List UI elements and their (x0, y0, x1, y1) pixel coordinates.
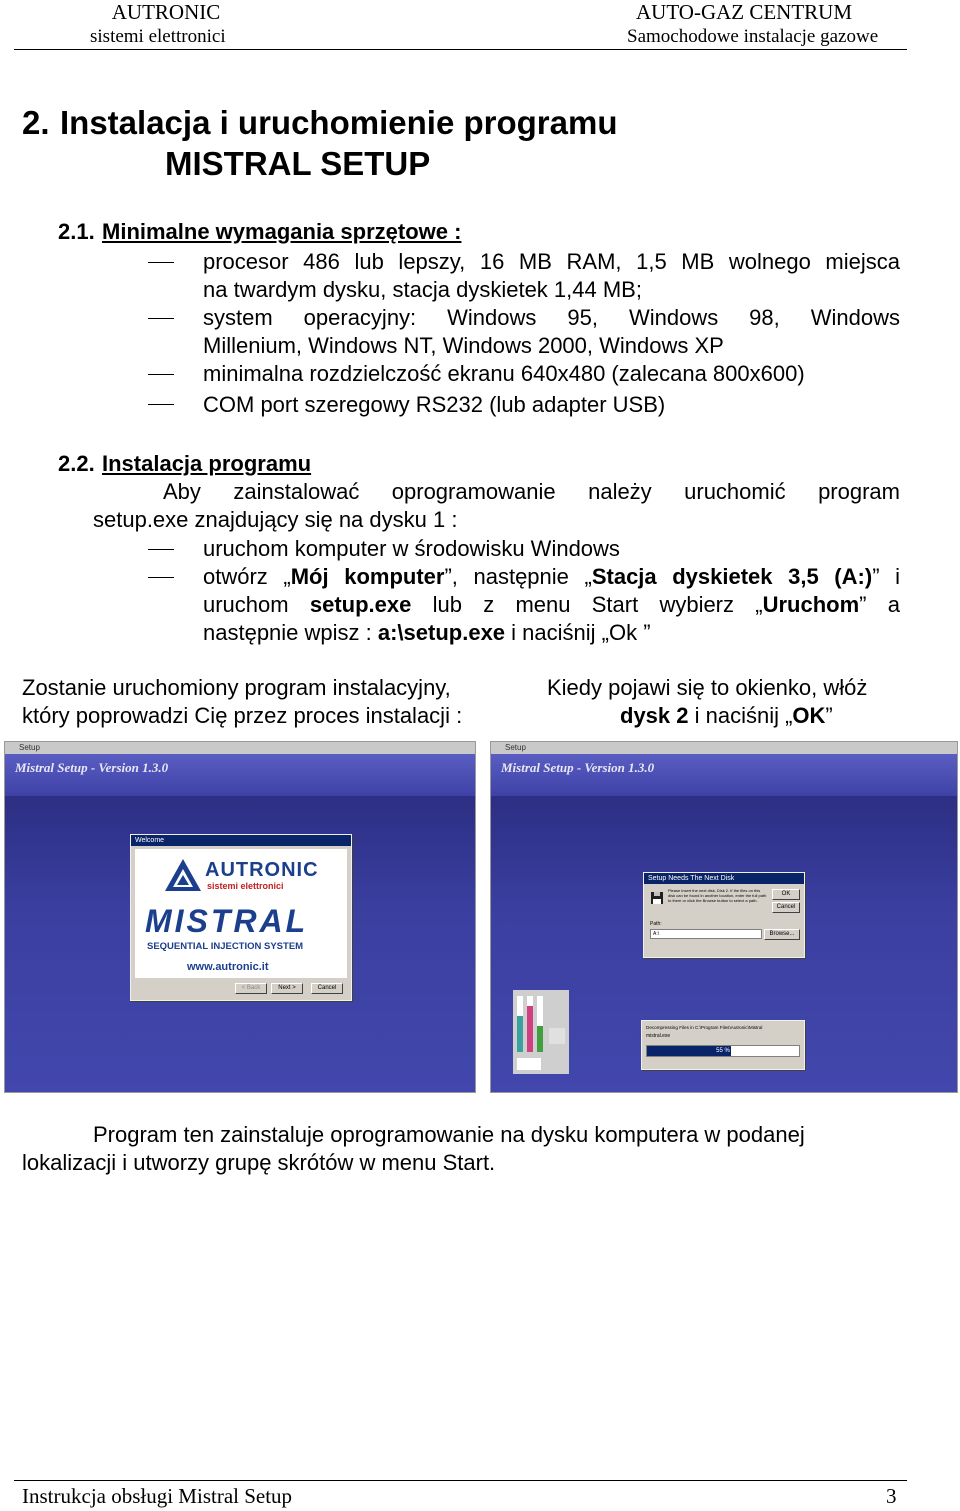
cancel-button[interactable]: Cancel (311, 983, 343, 994)
progress-percent: 55 % (716, 1048, 730, 1054)
footer-divider (14, 1480, 907, 1481)
cancel-button[interactable]: Cancel (772, 902, 800, 913)
window-titlebar: Setup (5, 742, 475, 754)
header-right-sub: Samochodowe instalacje gazowe (627, 26, 879, 47)
back-button[interactable]: < Back (235, 983, 267, 994)
install-intro-line1: Aby zainstalować oprogramowanie należy uruchomić program (163, 479, 900, 504)
logo-brand: AUTRONIC (205, 859, 319, 881)
progress-bar (646, 1045, 800, 1057)
dialog-message: Please insert the next disk, Disk 2. If the files on this disk can be found in another location, enter the full path to them or click the Browse button to select a path. (668, 888, 767, 903)
header-right-company: AUTO-GAZ CENTRUM (636, 0, 853, 24)
install-step-2-line2: uruchom setup.exe lub z menu Start wybierz „Uruchom” a (203, 592, 900, 617)
bullet-dash (148, 404, 174, 405)
product-sub: SEQUENTIAL INJECTION SYSTEM (147, 941, 304, 952)
section-number: 2. (22, 104, 50, 141)
install-step-2-line3: następnie wpisz : a:\setup.exe i naciśnij „Ok ” (203, 620, 651, 645)
page-number: 3 (886, 1484, 897, 1508)
next-button[interactable]: Next > (271, 983, 303, 994)
req-item-2-line2: Millenium, Windows NT, Windows 2000, Windows XP (203, 333, 724, 358)
header-left-company: AUTRONIC (111, 0, 221, 24)
footer-title: Instrukcja obsługi Mistral Setup (22, 1484, 293, 1508)
bullet-dash (148, 577, 174, 578)
bullet-dash (148, 374, 174, 375)
app-title: Mistral Setup - Version 1.3.0 (501, 760, 655, 775)
header-left-sub: sistemi elettronici (90, 26, 226, 47)
caption-left-line1: Zostanie uruchomiony program instalacyjny, (22, 675, 451, 700)
screenshot-welcome (4, 741, 476, 1093)
progress-dialog (641, 1020, 805, 1070)
logo-sub: sistemi elettronici (207, 881, 284, 891)
subsection-1-title: Minimalne wymagania sprzętowe : (102, 219, 462, 244)
subsection-1-number: 2.1. (58, 219, 95, 244)
req-item-2-line1: system operacyjny: Windows 95, Windows 98, Windows (203, 305, 900, 330)
caption-right-line2: dysk 2 i naciśnij „OK” (620, 703, 833, 728)
req-item-4: COM port szeregowy RS232 (lub adapter USB) (203, 392, 666, 417)
browse-button[interactable]: Browse... (764, 929, 800, 940)
disk-meters-icon (513, 990, 569, 1074)
closing-line1: Program ten zainstaluje oprogramowanie na dysku komputera w podanej (93, 1122, 805, 1147)
header-divider (14, 49, 907, 50)
window-titlebar: Setup (491, 742, 957, 754)
section-title-line1: Instalacja i uruchomienie programu (60, 104, 618, 141)
progress-file: mistral.exe (646, 1033, 671, 1039)
subsection-2-title: Instalacja programu (102, 451, 312, 476)
install-intro-line2: setup.exe znajdujący się na dysku 1 : (93, 507, 458, 532)
floppy-disk-icon (650, 891, 664, 905)
welcome-dialog (130, 834, 352, 1001)
req-item-1-line1: procesor 486 lub lepszy, 16 MB RAM, 1,5 MB wolnego miejsca (203, 249, 900, 274)
req-item-1-line2: na twardym dysku, stacja dyskietek 1,44 MB; (203, 277, 642, 302)
closing-line2: lokalizacji i utworzy grupę skrótów w menu Start. (22, 1150, 496, 1175)
install-step-1: uruchom komputer w środowisku Windows (203, 536, 620, 561)
dialog-title: Welcome (131, 835, 351, 846)
bullet-dash (148, 318, 174, 319)
autronic-triangle-icon (163, 857, 203, 893)
install-step-2-line1: otwórz „Mój komputer”, następnie „Stacja dyskietek 3,5 (A:)” i (203, 564, 900, 589)
dialog-title: Setup Needs The Next Disk (644, 873, 804, 884)
logo-panel (135, 849, 347, 978)
product-name: MISTRAL (145, 903, 309, 939)
path-input[interactable]: A:\ (650, 929, 762, 939)
req-item-3: minimalna rozdzielczość ekranu 640x480 (zalecana 800x600) (203, 361, 805, 386)
progress-text: Decompressing Files in C:\Program Files\Autronic\Mistral (646, 1025, 763, 1030)
next-disk-dialog (643, 872, 805, 958)
screenshot-next-disk (490, 741, 958, 1093)
bullet-dash (148, 549, 174, 550)
section-title-line2: MISTRAL SETUP (165, 145, 431, 182)
caption-right-line1: Kiedy pojawi się to okienko, włóż (547, 675, 868, 700)
app-title: Mistral Setup - Version 1.3.0 (15, 760, 169, 775)
subsection-2-number: 2.2. (58, 451, 95, 476)
website-url: www.autronic.it (187, 961, 269, 973)
path-label: Path: (650, 921, 662, 927)
ok-button[interactable]: OK (772, 889, 800, 900)
caption-left-line2: który poprowadzi Cię przez proces instalacji : (22, 703, 463, 728)
bullet-dash (148, 262, 174, 263)
